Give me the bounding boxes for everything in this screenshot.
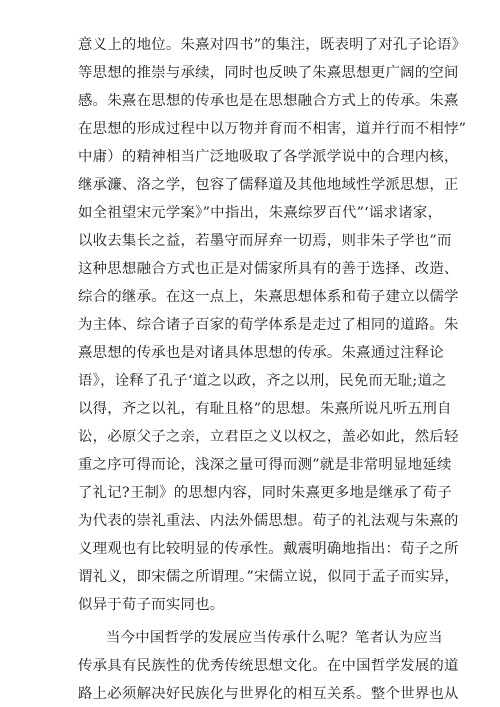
text-line: 等思想的推崇与承续，同时也反映了朱熹思想更广阔的空间 — [78, 65, 459, 81]
text-line: 为代表的崇礼重法、内法外儒思想。荀子的礼法观与朱熹的 — [78, 513, 459, 529]
text-line: 如全祖望宋元学案》”中指出，朱熹综罗百代”‘谣求诸家， — [78, 205, 443, 221]
text-line: 感。朱熹在思想的传承也是在思想融合方式上的传承。朱熹 — [78, 93, 459, 109]
text-line: 熹思想的传承也是对诸具体思想的传承。朱熹通过注释论 — [78, 345, 445, 361]
text-line: 继承濂、洛之学，包容了儒释道及其他地域性学派思想，正 — [78, 177, 459, 193]
text-line: 以得，齐之以礼，有耻且格”的思想。朱熹所说凡听五刑自 — [78, 401, 452, 417]
text-line: 义理观也有比较明显的传承性。戴震明确地指出：荀子之所 — [78, 541, 459, 557]
text-line: 当今中国哲学的发展应当传承什么呢？笔者认为应当 — [106, 630, 443, 646]
text-line: 讼，必原父子之亲，立君臣之义以权之，盖必如此，然后轻 — [78, 429, 459, 445]
text-line: 综合的继承。在这一点上，朱熹思想体系和荀子建立以儒学 — [78, 289, 459, 305]
text-line: 这种思想融合方式也正是对儒家所具有的善于选择、改造、 — [78, 261, 459, 277]
text-line: 语》，诠释了孔子‘道之以政，齐之以刑，民免而无耻;道之 — [78, 373, 447, 389]
text-line: 中庸）的精神相当广泛地吸取了各学派学说中的合理内核， — [78, 149, 459, 165]
text-line: 了礼记?王制》的思想内容，同时朱熹更多地是继承了荀子 — [78, 485, 452, 501]
text-line: 在思想的形成过程中以万物并育而不相害，道并行而不相悖” — [78, 121, 467, 137]
text-line: 意义上的地位。朱熹对四书”的集注，既表明了对孔子论语》 — [78, 37, 467, 53]
text-line: 谓礼义，即宋儒之所谓理。”宋儒立说，似同于孟子而实异， — [78, 569, 460, 585]
text-line: 传承具有民族性的优秀传统思想文化。在中国哲学发展的道 — [78, 658, 459, 674]
text-line: 为主体、综合诸子百家的荀学体系是走过了相同的道路。朱 — [78, 317, 459, 333]
text-line: 以收去集长之益，若墨守而屏弃一切焉，则非朱子学也”而 — [78, 233, 452, 249]
text-line: 路上必须解决好民族化与世界化的相互关系。整个世界也从 — [78, 686, 459, 702]
text-line: 重之序可得而论，浅深之量可得而测”就是非常明显地延续 — [78, 457, 452, 473]
text-line: 似异于荀子而实同也。 — [78, 597, 225, 613]
